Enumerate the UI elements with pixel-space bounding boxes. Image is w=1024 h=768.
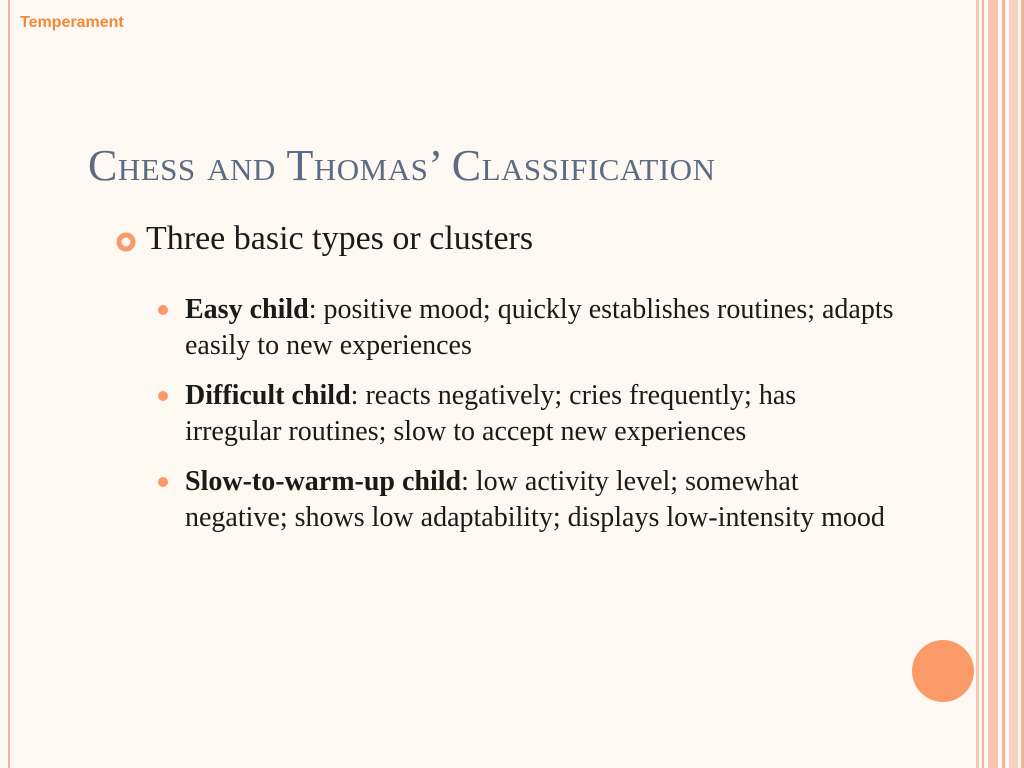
left-border-line (8, 0, 10, 768)
section-label: Temperament (20, 14, 124, 31)
right-stripe-decoration (976, 0, 1024, 768)
type-term: Easy child (185, 294, 309, 325)
type-list (158, 292, 898, 550)
ring-bullet-icon (116, 232, 136, 252)
term-separator: : (461, 466, 476, 497)
term-separator: : (350, 380, 366, 411)
type-description: low activity level; somewhat negative; shows low adaptability; displays low-intensity mood (185, 466, 885, 533)
circle-decoration (912, 640, 974, 702)
term-separator: : (308, 294, 324, 325)
list-item (158, 292, 898, 364)
dot-bullet-icon (158, 477, 168, 487)
type-description: reacts negatively; cries frequently; has irregular routines; slow to accept new experiences (185, 380, 797, 447)
list-item (158, 378, 898, 450)
main-bullet-text: Three basic types or clusters (146, 220, 534, 257)
list-item (158, 464, 898, 536)
type-description: positive mood; quickly establishes routines; adapts easily to new experiences (185, 294, 894, 361)
dot-bullet-icon (158, 305, 168, 315)
type-term: Difficult child (185, 380, 351, 411)
dot-bullet-icon (158, 391, 168, 401)
slide-title: Chess and Thomas’ Classification (88, 141, 716, 190)
type-term: Slow-to-warm-up child (185, 466, 462, 497)
